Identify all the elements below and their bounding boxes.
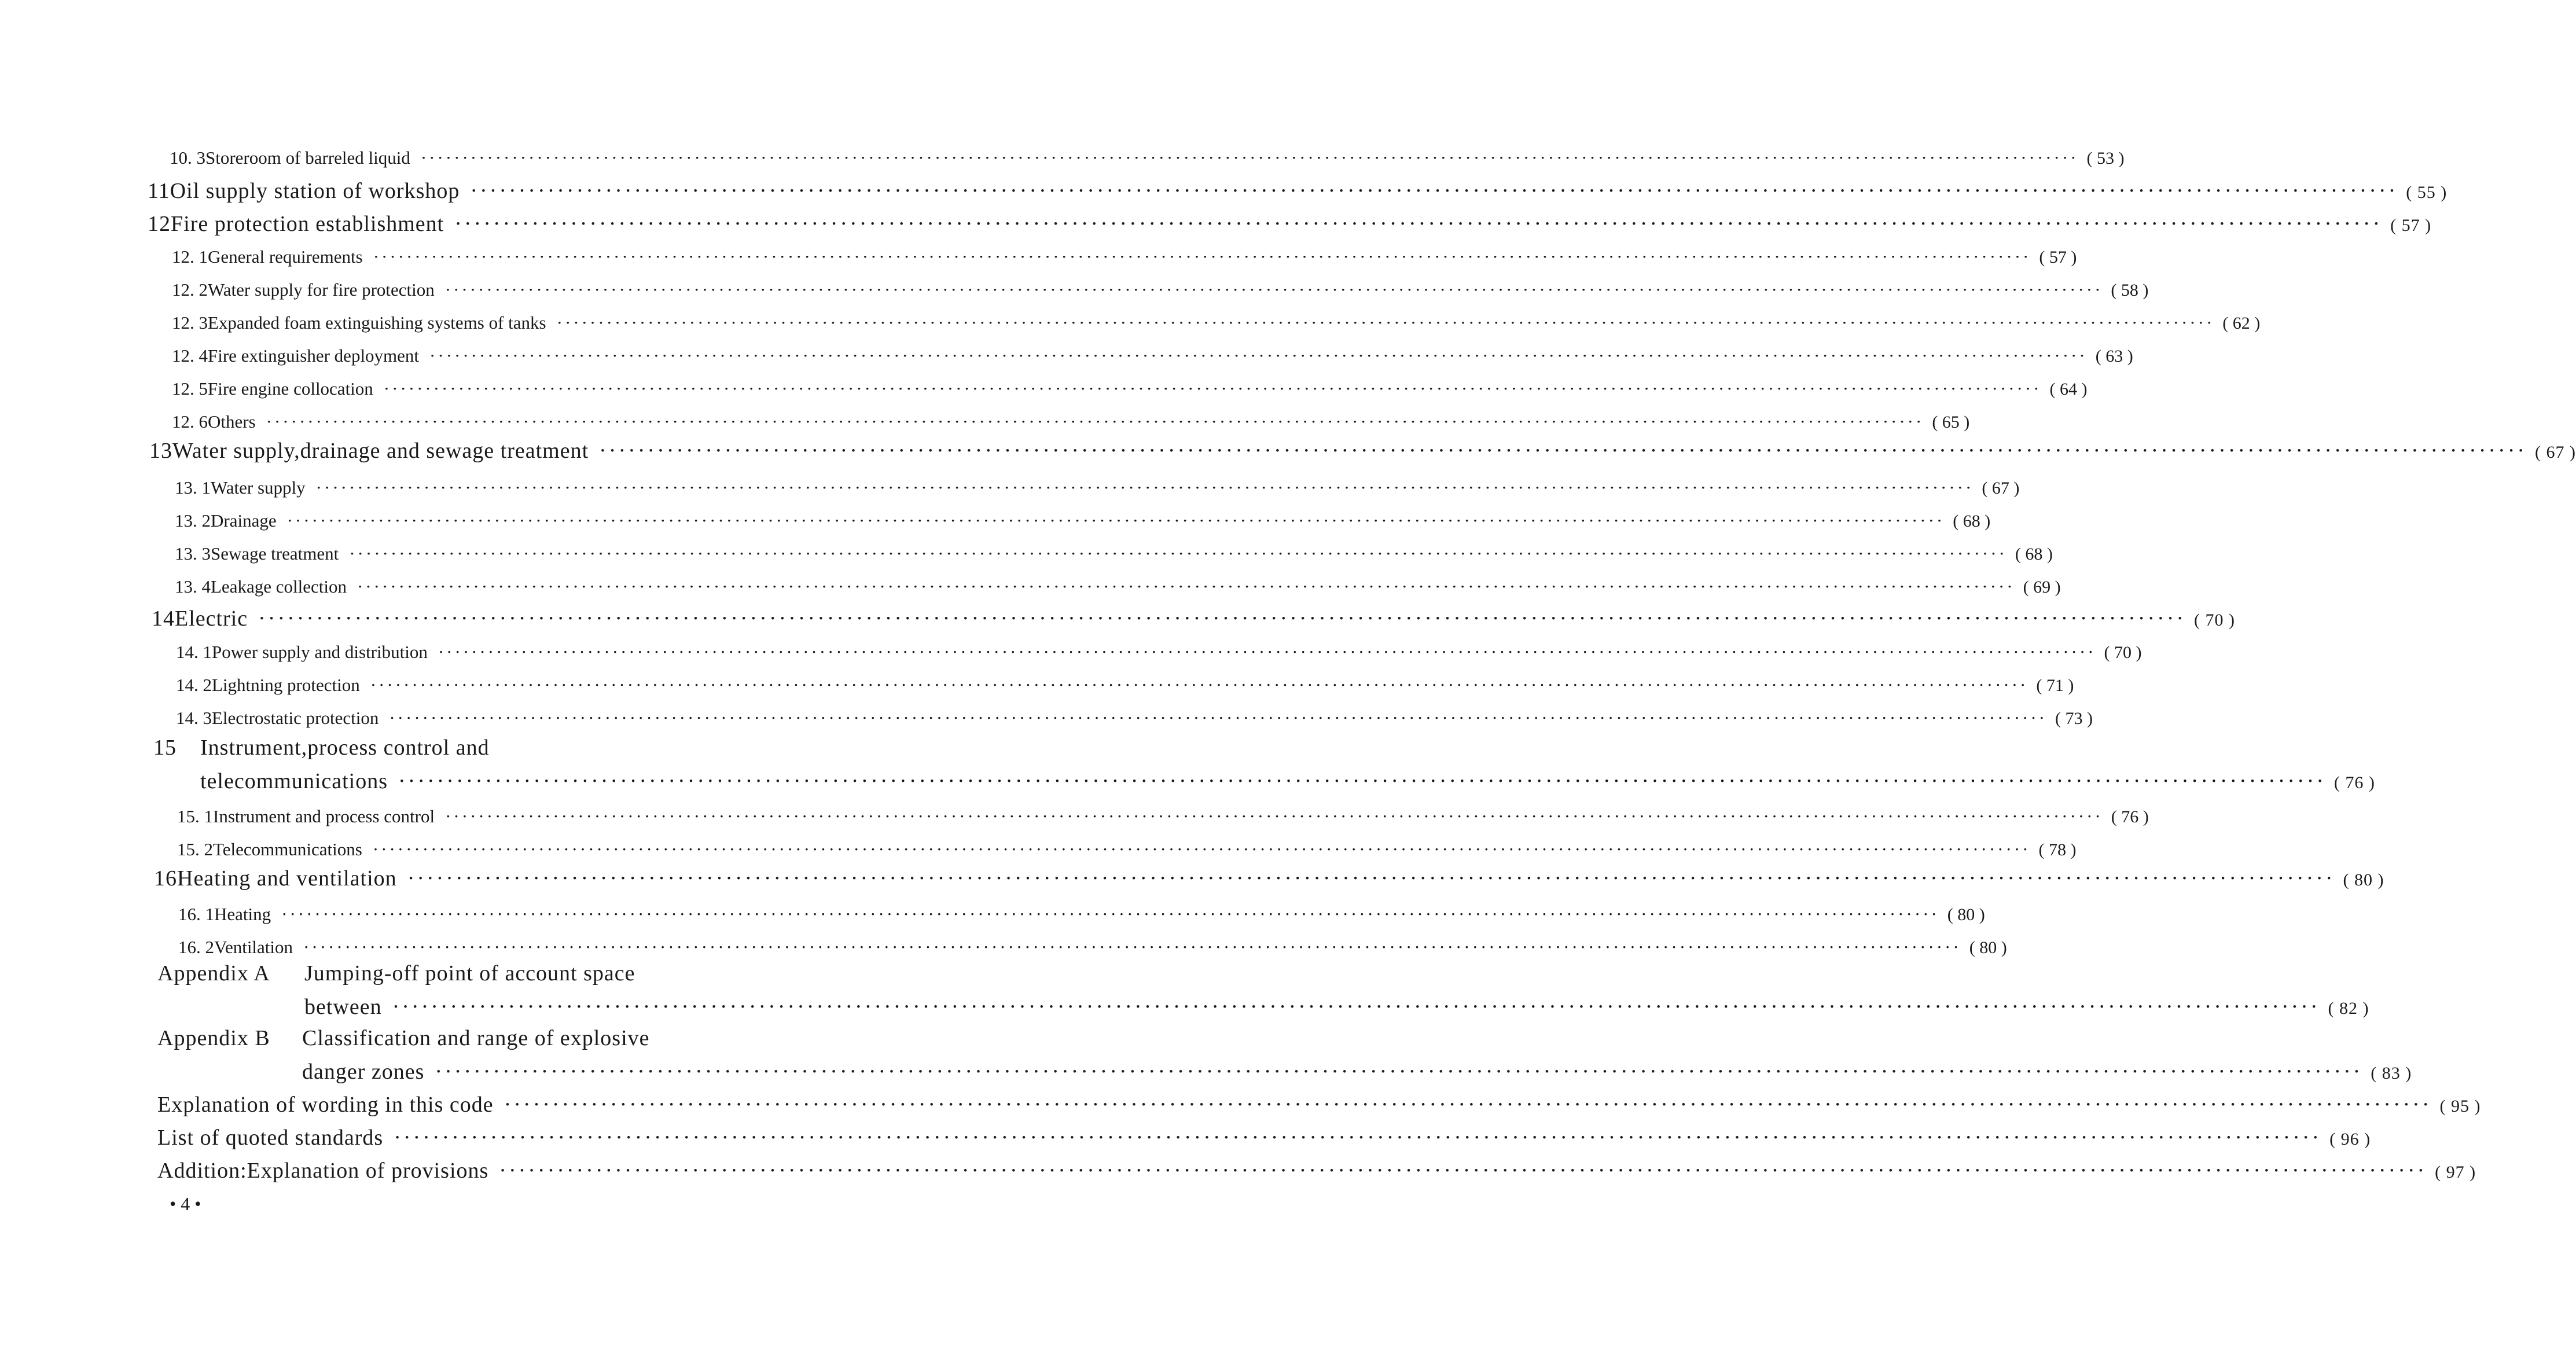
entry-title: Addition:Explanation of provisions	[157, 1159, 489, 1183]
entry-title: Fire engine collocation	[208, 378, 373, 399]
entry-number: 10. 3	[170, 148, 205, 168]
dot-leader: ········································································································································································································	[394, 1126, 2322, 1150]
toc-entry[interactable]	[172, 345, 2133, 366]
entry-title: Telecommunications	[213, 839, 362, 859]
dot-leader: ········································································································································································································	[470, 179, 2398, 203]
entry-page: ( 68 )	[1953, 512, 1991, 531]
dot-leader: ········································································································································································································	[407, 866, 2335, 891]
entry-number: 13. 2	[175, 510, 211, 531]
entry-number: 12. 3	[172, 312, 208, 333]
dot-leader: ········································································································································································································	[504, 1093, 2432, 1117]
entry-number: 11	[148, 179, 170, 203]
entry-page: ( 57 )	[2390, 216, 2432, 235]
dot-leader: ········································································································································································································	[454, 212, 2383, 236]
dot-leader: ········································································································································································································	[389, 708, 2048, 728]
entry-page: ( 82 )	[2328, 999, 2369, 1018]
entry-title: Drainage	[211, 510, 277, 531]
toc-entry[interactable]	[172, 411, 1970, 432]
entry-page: ( 80 )	[1947, 905, 1985, 924]
entry-number: 13. 1	[175, 477, 211, 498]
dot-leader: ········································································································································································································	[266, 411, 1924, 432]
dot-leader: ········································································································································································································	[281, 904, 1939, 924]
entry-page: ( 80 )	[1969, 938, 2007, 957]
entry-number: 15	[153, 736, 177, 760]
dot-leader: ········································································································································································································	[429, 345, 2088, 366]
entry-page: ( 97 )	[2435, 1163, 2476, 1182]
dot-leader: ········································································································································································································	[438, 642, 2096, 662]
appendix-label: Appendix B	[157, 1026, 270, 1050]
entry-page: ( 78 )	[2038, 840, 2077, 859]
entry-title: Heating	[214, 904, 271, 924]
toc-entry[interactable]	[175, 543, 2053, 564]
entry-page: ( 95 )	[2439, 1097, 2481, 1116]
entry-number: 12. 5	[172, 378, 208, 399]
entry-title[interactable]: Classification and range of explosive	[302, 1026, 650, 1050]
entry-page: ( 68 )	[2015, 545, 2053, 564]
dot-leader: ········································································································································································································	[420, 148, 2079, 168]
entry-number: 14	[152, 606, 175, 631]
dot-leader: ········································································································································································································	[349, 543, 2007, 564]
toc-entry[interactable]	[172, 378, 2088, 399]
entry-page: ( 80 )	[2343, 870, 2384, 889]
entry-page: ( 53 )	[2086, 149, 2125, 168]
dot-leader: ········································································································································································································	[370, 675, 2029, 695]
toc-entry[interactable]	[154, 866, 2384, 891]
entry-number: 14. 2	[176, 675, 212, 695]
entry-title: Explanation of wording in this code	[157, 1093, 494, 1117]
entry-title: General requirements	[208, 247, 363, 267]
toc-entry[interactable]	[157, 1125, 2371, 1150]
toc-entry[interactable]	[175, 510, 1991, 531]
entry-title: Electric	[175, 606, 248, 631]
entry-title: Power supply and distribution	[212, 642, 428, 662]
entry-title: Fire extinguisher deployment	[208, 345, 420, 366]
entry-number: 16	[154, 866, 177, 891]
entry-title: Others	[208, 411, 256, 432]
entry-number: 13	[149, 439, 172, 463]
dot-leader: ········································································································································································································	[303, 937, 1961, 957]
entry-page: ( 65 )	[1932, 413, 1970, 432]
toc-entry[interactable]	[175, 576, 2061, 597]
entry-title: Fire protection establishment	[171, 212, 444, 236]
toc-entry[interactable]	[177, 806, 2149, 827]
toc-entry[interactable]	[304, 994, 2369, 1020]
toc-entry[interactable]	[152, 606, 2235, 631]
dot-leader: ········································································································································································································	[392, 995, 2320, 1019]
entry-title: Lightning protection	[212, 675, 360, 695]
toc-entry[interactable]	[178, 904, 1985, 925]
entry-title: Heating and ventilation	[177, 866, 397, 891]
entry-number: 13. 3	[175, 543, 211, 564]
entry-page: ( 67 )	[2535, 443, 2576, 462]
entry-number: 15. 2	[177, 839, 213, 859]
dot-leader: ········································································································································································································	[398, 769, 2326, 793]
dot-leader: ········································································································································································································	[286, 510, 1945, 531]
toc-entry[interactable]	[148, 211, 2432, 237]
dot-leader: ········································································································································································································	[599, 439, 2527, 463]
dot-leader: ········································································································································································································	[372, 839, 2031, 859]
dot-leader: ········································································································································································································	[357, 576, 2015, 597]
entry-title[interactable]: Instrument,process control and	[200, 736, 490, 760]
entry-title: Water supply	[211, 477, 306, 498]
entry-page: ( 55 )	[2406, 183, 2448, 202]
toc-entry[interactable]	[176, 708, 2093, 729]
entry-page: ( 62 )	[2222, 314, 2261, 333]
toc-entry[interactable]	[172, 247, 2077, 267]
appendix-label: Appendix A	[157, 961, 270, 986]
entry-title: Electrostatic protection	[212, 708, 379, 728]
dot-leader: ········································································································································································································	[435, 1060, 2363, 1084]
entry-title-continued: telecommunications	[200, 769, 388, 793]
entry-number: 16. 1	[178, 904, 214, 924]
toc-entry[interactable]	[177, 839, 2077, 860]
entry-page: ( 76 )	[2111, 807, 2149, 826]
entry-number: 12. 1	[172, 247, 208, 267]
entry-number: 14. 3	[176, 708, 212, 728]
entry-title-continued: between	[304, 995, 382, 1019]
dot-leader: ········································································································································································································	[258, 606, 2186, 631]
toc-entry[interactable]	[302, 1059, 2412, 1084]
entry-title: Sewage treatment	[211, 543, 339, 564]
toc-entry[interactable]	[172, 280, 2149, 300]
entry-title[interactable]: Jumping-off point of account space	[304, 961, 635, 986]
toc-entry[interactable]	[170, 148, 2125, 168]
dot-leader: ········································································································································································································	[444, 280, 2103, 300]
entry-title: Storeroom of barreled liquid	[205, 148, 410, 168]
entry-page: ( 76 )	[2334, 773, 2375, 792]
dot-leader: ········································································································································································································	[383, 378, 2042, 399]
entry-page: ( 83 )	[2371, 1064, 2412, 1083]
dot-leader: ········································································································································································································	[373, 247, 2031, 267]
toc-entry[interactable]	[157, 1158, 2476, 1183]
toc-entry[interactable]	[178, 937, 2007, 958]
entry-page: ( 69 )	[2023, 578, 2061, 597]
toc-entry[interactable]	[200, 769, 2375, 794]
toc-entry[interactable]	[176, 642, 2142, 663]
entry-number: 13. 4	[175, 576, 211, 597]
entry-page: ( 58 )	[2111, 281, 2149, 300]
entry-page: ( 67 )	[1982, 479, 2020, 498]
entry-number: 12. 6	[172, 411, 208, 432]
toc-entry[interactable]	[149, 438, 2576, 464]
entry-number: 14. 1	[176, 642, 212, 662]
entry-title-continued: danger zones	[302, 1060, 425, 1084]
entry-number: 12	[148, 212, 171, 236]
entry-page: ( 73 )	[2055, 709, 2093, 728]
dot-leader: ········································································································································································································	[315, 477, 1974, 498]
dot-leader: ········································································································································································································	[556, 312, 2215, 333]
entry-title: Expanded foam extinguishing systems of tanks	[208, 312, 546, 333]
entry-title: Leakage collection	[211, 576, 347, 597]
entry-page: ( 63 )	[2095, 347, 2133, 366]
page-number: • 4 •	[170, 1193, 201, 1214]
entry-number: 16. 2	[178, 937, 214, 957]
entry-page: ( 64 )	[2049, 380, 2088, 399]
toc-entry[interactable]	[176, 675, 2074, 696]
dot-leader: ········································································································································································································	[499, 1159, 2427, 1183]
entry-number: 12. 2	[172, 280, 208, 300]
dot-leader: ········································································································································································································	[445, 806, 2103, 826]
entry-page: ( 70 )	[2194, 611, 2235, 630]
entry-title: Instrument and process control	[213, 806, 435, 826]
entry-title: Water supply,drainage and sewage treatment	[172, 439, 589, 463]
toc-entry[interactable]	[175, 477, 2020, 498]
entry-number: 12. 4	[172, 345, 208, 366]
entry-title: Ventilation	[214, 937, 293, 957]
entry-number: 15. 1	[177, 806, 213, 826]
entry-page: ( 57 )	[2039, 248, 2077, 267]
entry-title: Oil supply station of workshop	[170, 179, 460, 203]
entry-page: ( 70 )	[2104, 643, 2142, 662]
toc-entry[interactable]	[148, 178, 2448, 204]
entry-page: ( 71 )	[2036, 676, 2074, 695]
entry-title: List of quoted standards	[157, 1126, 384, 1150]
toc-entry[interactable]	[157, 1092, 2481, 1117]
entry-title: Water supply for fire protection	[208, 280, 435, 300]
entry-page: ( 96 )	[2329, 1130, 2371, 1149]
toc-entry[interactable]	[172, 312, 2261, 333]
